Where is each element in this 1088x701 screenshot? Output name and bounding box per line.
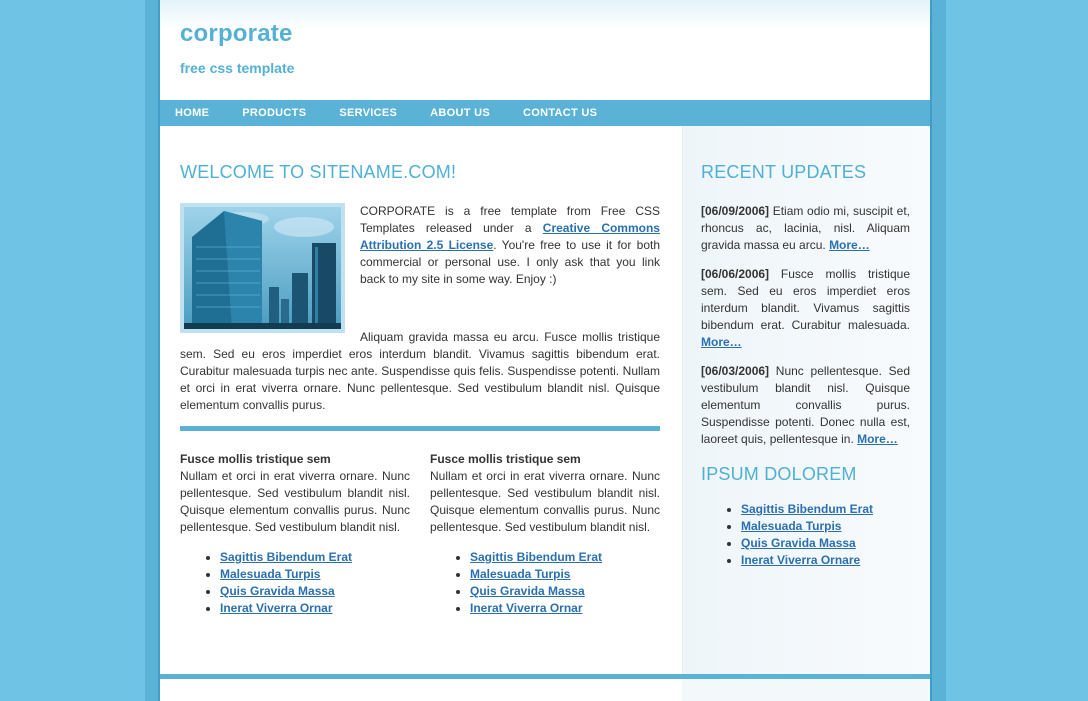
ipsum-dolorem-heading: IPSUM DOLOREM (701, 464, 857, 484)
list-item (220, 583, 410, 600)
intro-text-2: . You're free to use it for both commercial or personal use. I only ask that you link back to my site in some way. Enjoy :) (360, 238, 660, 286)
update-date: [06/03/2006] (701, 364, 770, 378)
footer (160, 679, 930, 701)
two-columns (180, 451, 660, 617)
column-text: Nullam et orci in erat viverra ornare. Nunc pellentesque. Sed vestibulum blandit nisl. Quisque elementum convallis purus. Nunc pellentesque. Sed vestibulum blandit nisl. (180, 469, 410, 534)
column-link[interactable]: Quis Gravida Massa (220, 584, 335, 598)
list-item (741, 552, 910, 569)
main-nav (160, 100, 930, 126)
list-item (741, 501, 910, 518)
sidebar-link[interactable]: Malesuada Turpis (741, 519, 842, 533)
column-heading: Fusce mollis tristique sem (430, 452, 581, 466)
page-container (158, 0, 932, 701)
footer-sidebar-area (682, 679, 930, 701)
nav-item-home[interactable]: HOME (175, 107, 210, 119)
column-link-list (430, 549, 660, 617)
list-item (220, 566, 410, 583)
update-item (701, 363, 910, 448)
intro-paragraph-2: Aliquam gravida massa eu arcu. Fusce mollis tristique sem. Sed eu eros imperdiet eros interdum blandit. Vivamus sagittis bibendum erat. Curabitur malesuada turpis nec ante. Suspendisse quis felis. Suspendisse potenti. Nullam et orci in erat viverra ornare. Nunc pellentesque. Sed vestibulum blandit nisl. Quisque elementum convallis purus. (180, 330, 660, 412)
intro-section (180, 203, 660, 414)
update-date: [06/06/2006] (701, 267, 770, 281)
list-item (470, 583, 660, 600)
update-text: Etiam odio mi, suscipit et, rhoncus ac, lacinia, nisl. Aliquam gravida massa eu arcu. (701, 204, 910, 252)
column-link[interactable]: Inerat Viverra Ornar (220, 601, 333, 615)
license-link[interactable]: Creative Commons Attribution 2.5 License (360, 221, 660, 252)
update-date: [06/09/2006] (701, 204, 770, 218)
column-link[interactable]: Sagittis Bibendum Erat (220, 550, 353, 564)
list-item (470, 566, 660, 583)
list-item (220, 549, 410, 566)
column-text: Nullam et orci in erat viverra ornare. Nunc pellentesque. Sed vestibulum blandit nisl. Quisque elementum convallis purus. Nunc pellentesque. Sed vestibulum blandit nisl. (430, 469, 660, 534)
sidebar-link[interactable]: Inerat Viverra Ornare (741, 553, 861, 567)
nav-item-services[interactable]: SERVICES (339, 107, 398, 119)
sidebar-link[interactable]: Sagittis Bibendum Erat (741, 502, 874, 516)
site-subtitle: free css template (180, 60, 295, 76)
header (160, 0, 930, 100)
column-link[interactable]: Malesuada Turpis (220, 567, 321, 581)
update-text: Fusce mollis tristique sem. Sed eu eros imperdiet eros interdum blandit. Vivamus sagittis bibendum erat. Curabitur malesuada. (701, 267, 910, 332)
column-left (180, 451, 410, 617)
buildings-photo (180, 203, 345, 333)
column-link[interactable]: Inerat Viverra Ornar (470, 601, 583, 615)
nav-item-products[interactable]: PRODUCTS (242, 107, 307, 119)
list-item (470, 600, 660, 617)
list-item (470, 549, 660, 566)
more-link[interactable]: More… (829, 238, 870, 252)
list-item (220, 600, 410, 617)
nav-item-about-us[interactable]: ABOUT US (430, 107, 491, 119)
welcome-heading: WELCOME TO SITENAME.COM! (180, 162, 457, 182)
column-link[interactable]: Sagittis Bibendum Erat (470, 550, 603, 564)
main-content (180, 126, 660, 617)
sidebar-link[interactable]: Quis Gravida Massa (741, 536, 856, 550)
list-item (741, 518, 910, 535)
intro-text-1: CORPORATE is a free template from Free CSS Templates released under a (360, 204, 660, 235)
more-link[interactable]: More… (701, 335, 742, 349)
column-right (430, 451, 660, 617)
sidebar (682, 126, 930, 674)
list-item (741, 535, 910, 552)
buildings-image (184, 207, 341, 329)
site-title[interactable]: corporate (180, 20, 293, 47)
update-item (701, 266, 910, 351)
update-text: Nunc pellentesque. Sed vestibulum blandit nisl. Quisque elementum convallis purus. Suspendisse potenti. Donec nulla est, laoreet quis, pellentesque in. (701, 364, 910, 446)
column-heading: Fusce mollis tristique sem (180, 452, 331, 466)
sidebar-link-list (701, 501, 910, 569)
content-divider (180, 426, 660, 431)
more-link[interactable]: More… (857, 432, 898, 446)
recent-updates-heading: RECENT UPDATES (701, 162, 867, 182)
nav-item-contact-us[interactable]: CONTACT US (523, 107, 598, 119)
column-link[interactable]: Malesuada Turpis (470, 567, 571, 581)
column-link-list (180, 549, 410, 617)
update-item (701, 203, 910, 254)
column-link[interactable]: Quis Gravida Massa (470, 584, 585, 598)
